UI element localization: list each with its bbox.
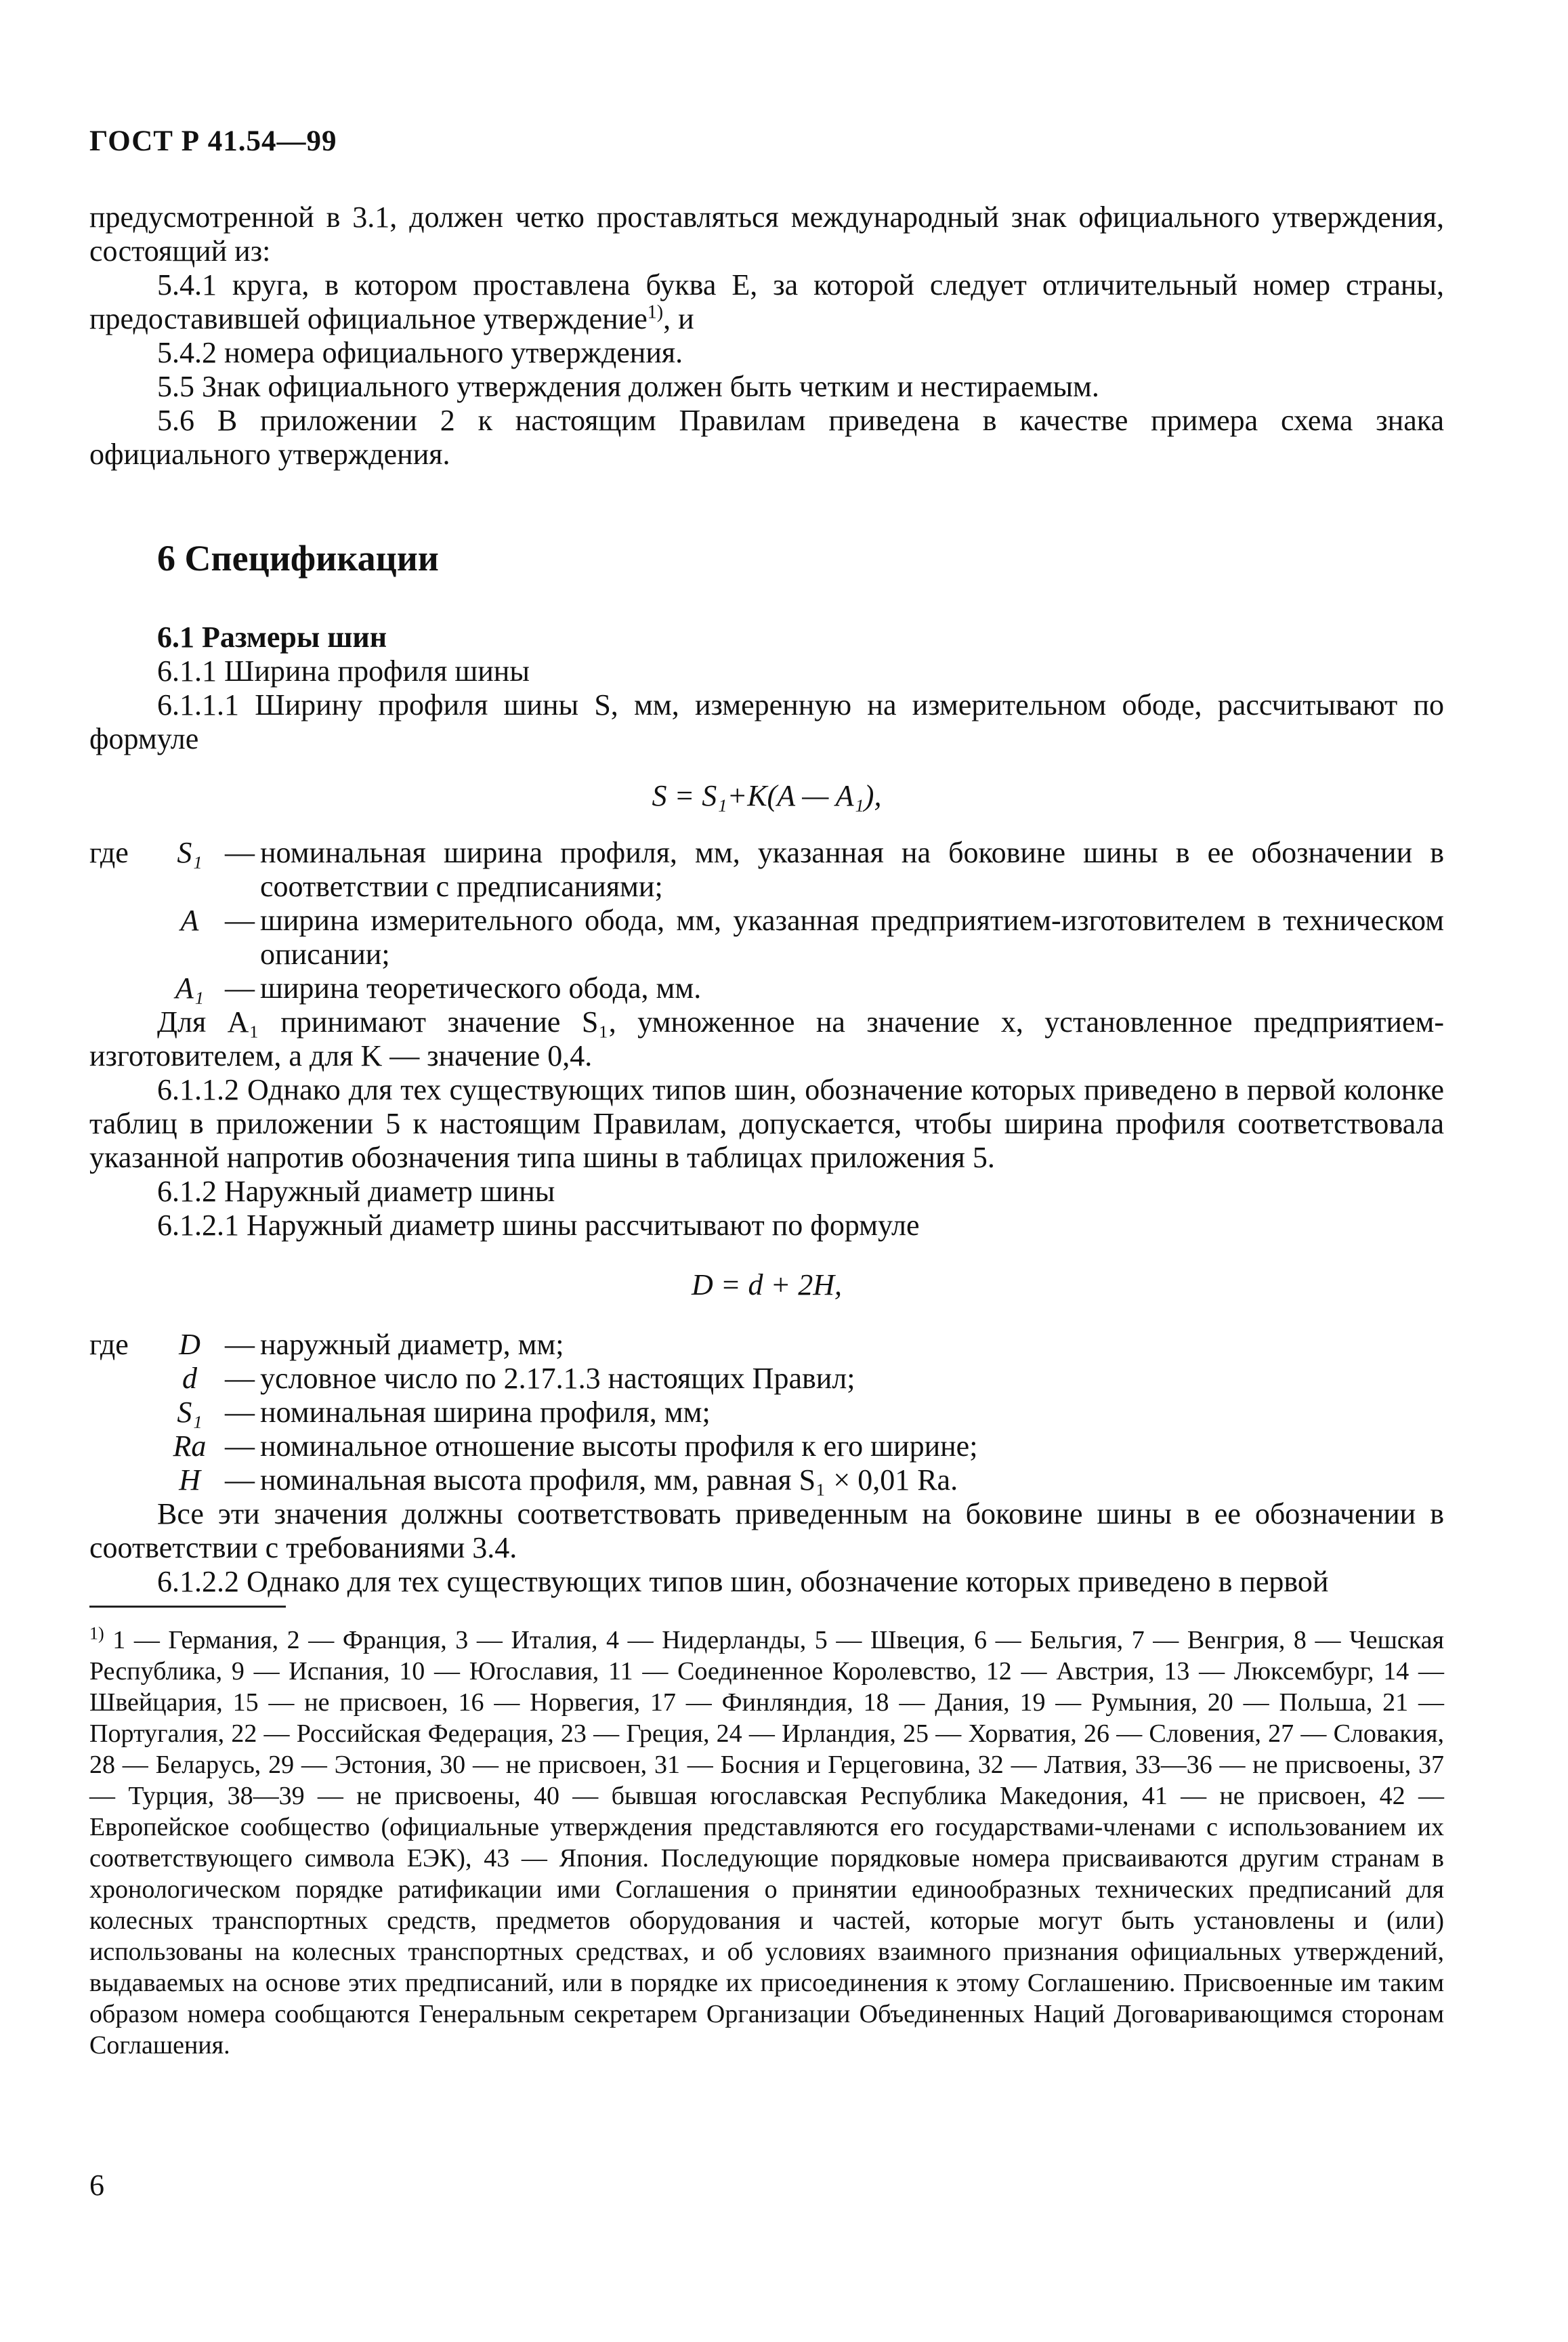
paragraph-6-1-2: 6.1.2 Наружный диаметр шины [157,1175,555,1208]
footnote [89,1625,1444,2061]
definition-text: номинальное отношение высоты профиля к его ширине; [260,1429,978,1463]
footnote-reference: 1) [647,301,664,323]
paragraph-all-values: Все эти значения должны соответствовать приведенным на боковине шины в ее обозначении в соответствии с требованиями 3.4. [89,1497,1444,1564]
definition-lead [89,971,154,1005]
definition-symbol: Ra [173,1429,207,1463]
definition-symbol: A [180,904,199,937]
paragraph-5-4-2: 5.4.2 номера официального утверждения. [157,336,683,369]
page-number: 6 [89,2169,104,2202]
paragraph-6-1-1: 6.1.1 Ширина профиля шины [157,654,530,688]
definition-text: номинальная высота профиля, мм, равная S₁ × 0,01 Ra. [260,1463,958,1497]
definition-symbol: d [182,1362,197,1395]
definition-text: ширина измерительного обода, мм, указанная предприятием-изготовителем в техническом описании; [260,904,1444,971]
definition-dash: — [225,904,255,937]
formula-width: S = S₁+K(A — A₁), [652,779,882,812]
definition-row [89,836,1444,904]
footnote-text: 1 — Германия, 2 — Франция, 3 — Италия, 4 — Нидерланды, 5 — Швеция, 6 — Бельгия, 7 — Венгрия, 8 — Чешская Республика, 9 — Испания, 10 — Югославия, 11 — Соединенное Королевство, 12 — Австрия, 13 — Люксембург, 14 — Швейцария, 15 — не присвоен, 16 — Норвегия, 17 — Финляндия, 18 — Дания, 19 — Румыния, 20 — Польша, 21 — Португалия, 22 — Российская Федерация, 23 — Греция, 24 — Ирландия, 25 — Хорватия, 26 — Словения, 27 — Словакия, 28 — Беларусь, 29 — Эстония, 30 — не присвоен, 31 — Босния и Герцеговина, 32 — Латвия, 33—36 — не присвоены, 37 — Турция, 38—39 — не присвоены, 40 — бывшая югославская Республика Македония, 41 — не присвоен, 42 — Европейское сообщество (официальные утверждения представляются его государствами-членами с использованием их соответствующего символа ЕЭК), 43 — Япония. Последующие порядковые номера присваиваются другим странам в хронологическом порядке ратификации ими Соглашения о принятии единообразных технических предписаний для колесных транспортных средств, предметов оборудования и частей, которые могут быть установлены и (или) использованы на колесных транспортных средствах, и об условиях взаимного признания официальных утверждений, выдаваемых на основе этих предписаний, или в порядке их присоединения к этому Соглашению. Присвоенные им таким образом номера сообщаются Генеральным секретарем Организации Объединенных Наций Договаривающимся сторонам Соглашения. [89,1626,1444,2059]
document-body [89,201,1444,1599]
definition-dash: — [225,1362,255,1395]
definition-row [89,1362,1444,1396]
paragraph-intro: предусмотренной в 3.1, должен четко проставляться международный знак официального утверждения, состоящий из: [89,201,1444,268]
definition-row [89,904,1444,971]
definition-symbol: A₁ [175,971,205,1005]
definition-lead: где [89,1328,129,1361]
definition-lead [89,904,154,971]
formula-diameter: D = d + 2H, [692,1268,842,1301]
definition-text: номинальная ширина профиля, мм; [260,1396,711,1429]
definition-text: наружный диаметр, мм; [260,1328,564,1361]
definition-row [89,1328,1444,1362]
definition-lead [89,1396,154,1429]
section-title: 6 Спецификации [157,538,439,579]
definition-dash: — [225,1396,255,1429]
definition-text: ширина теоретического обода, мм. [260,971,702,1005]
definition-lead [89,1463,154,1497]
document-header: ГОСТ Р 41.54—99 [89,125,337,157]
definition-dash: — [225,836,255,869]
paragraph-5-5: 5.5 Знак официального утверждения должен быть четким и нестираемым. [157,370,1099,403]
definition-symbol: H [179,1463,200,1497]
definition-text: номинальная ширина профиля, мм, указанная на боковине шины в ее обозначении в соответствии с предписаниями; [260,836,1444,903]
paragraph-5-4-1 [89,268,1444,336]
definition-dash: — [225,1463,255,1497]
paragraph-6-1-1-2: 6.1.1.2 Однако для тех существующих типов шин, обозначение которых приведено в первой колонке таблиц в приложении 5 к настоящим Правилам, допускается, чтобы ширина профиля соответствовала указанной напротив обозначения типа шины в таблицах приложения 5. [89,1073,1444,1174]
paragraph-5-6: 5.6 В приложении 2 к настоящим Правилам приведена в качестве примера схема знака официального утверждения. [89,404,1444,471]
paragraph-5-4-1-text: 5.4.1 круга, в котором проставлена буква Е, за которой следует отличительный номер страны, предоставившей официальное утверждение [89,268,1444,335]
definition-lead: где [89,836,129,869]
definition-lead [89,1362,154,1396]
definition-row [89,1396,1444,1429]
definition-text: условное число по 2.17.1.3 настоящих Правил; [260,1362,855,1395]
definition-symbol: S₁ [177,836,203,869]
definition-dash: — [225,971,255,1005]
paragraph-6-1-2-2: 6.1.2.2 Однако для тех существующих типов шин, обозначение которых приведено в первой [157,1565,1329,1598]
paragraph-a1-note: Для A₁ принимают значение S₁, умноженное на значение x, установленное предприятием-изготовителем, а для K — значение 0,4. [89,1005,1444,1072]
footnote-mark: 1) [89,1623,104,1644]
definition-lead [89,1429,154,1463]
paragraph-6-1-1-1: 6.1.1.1 Ширину профиля шины S, мм, измеренную на измерительном ободе, рассчитывают по формуле [89,688,1444,755]
definitions-diameter [89,1328,1444,1497]
definition-row [89,1463,1444,1497]
definitions-width [89,836,1444,1005]
definition-row [89,971,1444,1005]
definition-symbol: D [179,1328,200,1361]
paragraph-5-4-1-end: , и [663,302,694,335]
definition-symbol: S₁ [177,1396,203,1429]
subsection-title: 6.1 Размеры шин [157,621,387,654]
paragraph-6-1-2-1: 6.1.2.1 Наружный диаметр шины рассчитывают по формуле [157,1209,920,1242]
definition-dash: — [225,1328,255,1361]
definition-dash: — [225,1429,255,1463]
definition-row [89,1429,1444,1463]
footnote-separator [89,1606,286,1608]
